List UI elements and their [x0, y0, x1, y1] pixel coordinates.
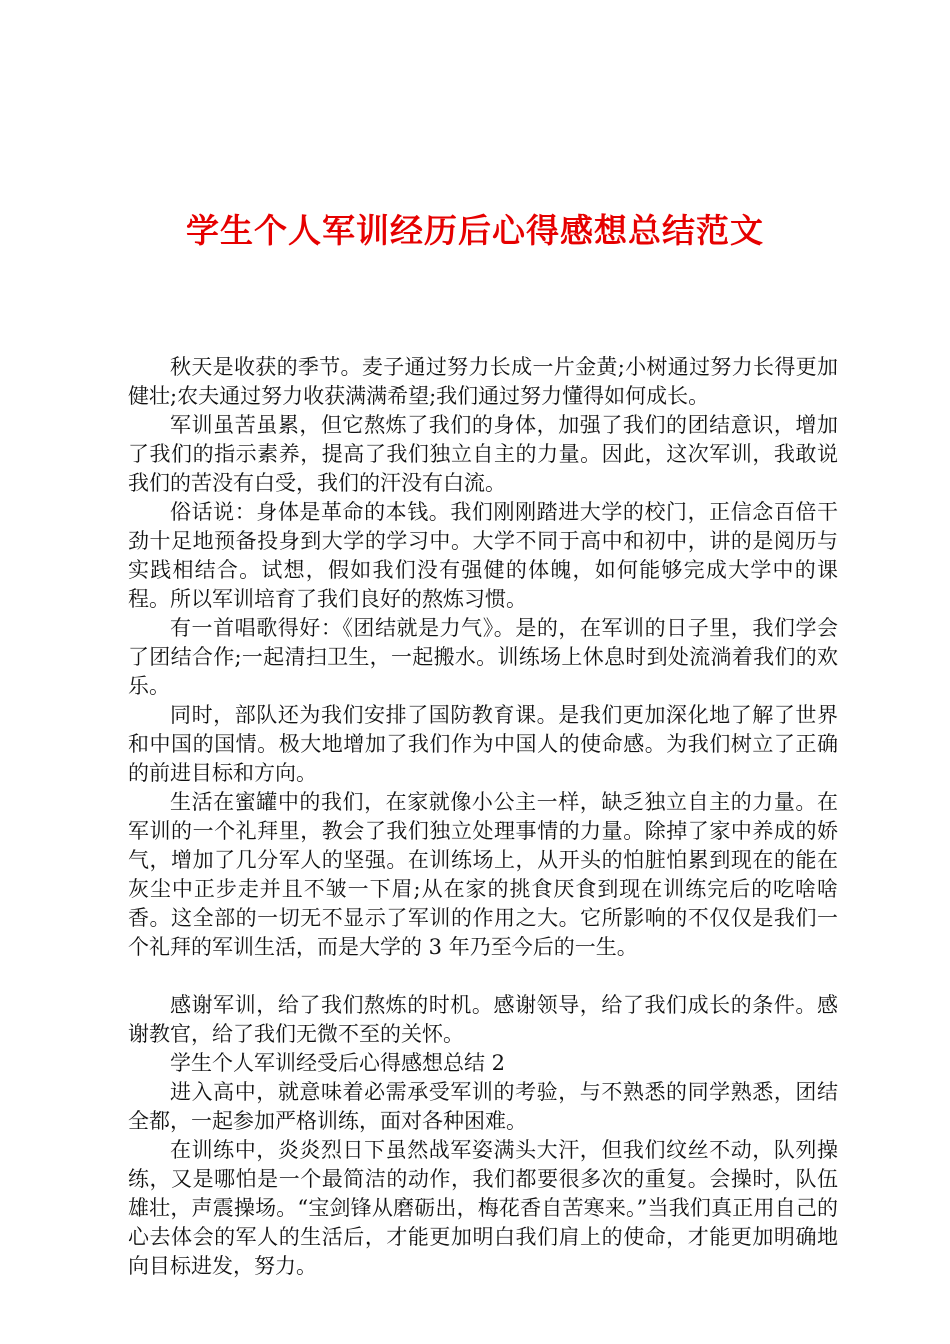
paragraph: 俗话说：身体是革命的本钱。我们刚刚踏进大学的校门，正信念百倍干劲十足地预备投身到大学的学习中。大学不同于高中和初中，讲的是阅历与实践相结合。试想，假如我们没有强健的体魄，如何能够完成大学中的课程。所以军训培育了我们良好的熬炼习惯。 [128, 500, 838, 611]
document-body [128, 353, 838, 1281]
paragraph: 进入高中，就意味着必需承受军训的考验，与不熟悉的同学熟悉，团结全都，一起参加严格训练，面对各种困难。 [128, 1080, 838, 1133]
paragraph: 感谢军训，给了我们熬炼的时机。感谢领导，给了我们成长的条件。感谢教官，给了我们无微不至的关怀。 [128, 993, 838, 1046]
paragraph: 同时，部队还为我们安排了国防教育课。是我们更加深化地了解了世界和中国的国情。极大地增加了我们作为中国人的使命感。为我们树立了正确的前进目标和方向。 [128, 703, 838, 785]
section-heading: 学生个人军训经受后心得感想总结 2 [170, 1051, 506, 1075]
document-title: 学生个人军训经历后心得感想总结范文 [186, 211, 764, 250]
paragraph: 秋天是收获的季节。麦子通过努力长成一片金黄;小树通过努力长得更加健壮;农夫通过努力收获满满希望;我们通过努力懂得如何成长。 [128, 355, 838, 408]
paragraph: 在训练中，炎炎烈日下虽然战军姿满头大汗，但我们纹丝不动，队列操练，又是哪怕是一个最简洁的动作，我们都要很多次的重复。会操时，队伍雄壮，声震操场。“宝剑锋从磨砺出，梅花香自苦寒来。”当我们真正用自己的心去体会的军人的生活后，才能更加明白我们肩上的使命，才能更加明确地向目标进发，努力。 [128, 1138, 838, 1278]
paragraph: 有一首唱歌得好：《团结就是力气》。是的，在军训的日子里，我们学会了团结合作;一起清扫卫生，一起搬水。训练场上休息时到处流淌着我们的欢乐。 [128, 616, 838, 698]
paragraph: 生活在蜜罐中的我们，在家就像小公主一样，缺乏独立自主的力量。在军训的一个礼拜里，教会了我们独立处理事情的力量。除掉了家中养成的娇气，增加了几分军人的坚强。在训练场上，从开头的怕脏怕累到现在的能在灰尘中正步走并且不皱一下眉;从在家的挑食厌食到现在训练完后的吃啥啥香。这全部的一切无不显示了军训的作用之大。它所影响的不仅仅是我们一个礼拜的军训生活，而是大学的 3 年乃至今后的一生。 [128, 790, 838, 959]
paragraph: 军训虽苦虽累，但它熬炼了我们的身体，加强了我们的团结意识，增加了我们的指示素养，提高了我们独立自主的力量。因此，这次军训，我敢说我们的苦没有白受，我们的汗没有白流。 [128, 413, 838, 495]
